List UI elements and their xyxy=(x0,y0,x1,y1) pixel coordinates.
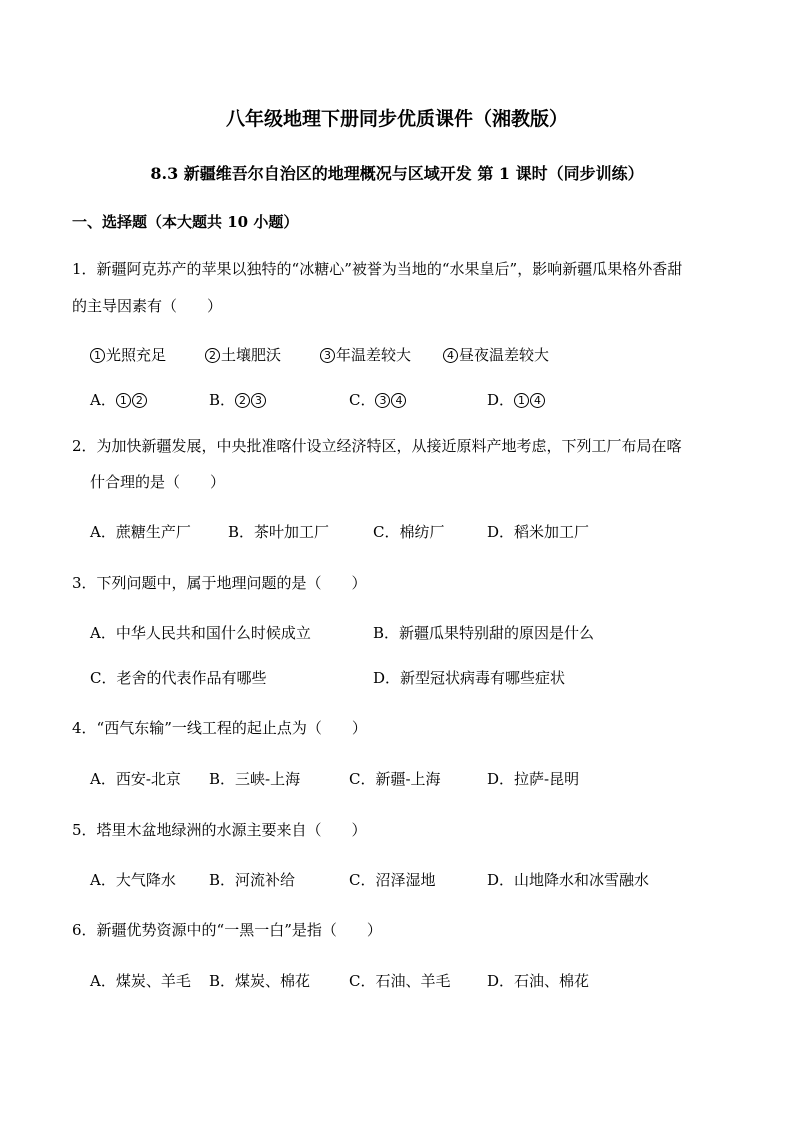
question-3-stem: 3．下列问题中，属于地理问题的是（ ） xyxy=(72,574,367,592)
question-4-option-d[interactable]: D．拉萨-昆明 xyxy=(487,770,580,788)
circled-number: 3 xyxy=(251,393,266,408)
question-2-option-a[interactable]: A．蔗糖生产厂 xyxy=(90,523,191,541)
question-1-item-3: 3 年温差较大 xyxy=(320,345,411,365)
question-1-stem-line2: 的主导因素有（ ） xyxy=(72,297,223,315)
question-2-stem-line1: 2．为加快新疆发展，中央批准喀什设立经济特区，从接近原料产地考虑，下列工厂布局在喀 xyxy=(72,437,682,455)
question-6-stem: 6．新疆优势资源中的“一黑一白”是指（ ） xyxy=(72,921,382,939)
question-5-option-d[interactable]: D．山地降水和冰雪融水 xyxy=(487,871,650,889)
question-1-item-4: 4 昼夜温差较大 xyxy=(443,345,549,365)
circled-number: 2 xyxy=(235,393,250,408)
question-2-option-c[interactable]: C．棉纺厂 xyxy=(373,523,445,541)
question-3-option-c[interactable]: C．老舍的代表作品有哪些 xyxy=(90,669,267,687)
circled-number: 4 xyxy=(391,393,406,408)
section-heading: 一、选择题（本大题共 10 小题） xyxy=(72,213,299,231)
question-1-item-2: 2 土壤肥沃 xyxy=(205,345,281,365)
circled-number: 1 xyxy=(116,393,131,408)
question-1-option-c[interactable]: C． 3 4 xyxy=(349,390,407,410)
question-1-option-d[interactable]: D． 1 4 xyxy=(487,390,546,410)
question-4-stem: 4．“西气东输”一线工程的起止点为（ ） xyxy=(72,719,367,737)
question-6-option-c[interactable]: C．石油、羊毛 xyxy=(349,972,451,990)
question-3-option-d[interactable]: D．新型冠状病毒有哪些症状 xyxy=(373,669,566,687)
question-3-option-b[interactable]: B．新疆瓜果特别甜的原因是什么 xyxy=(373,624,595,642)
question-1-option-a[interactable]: A． 1 2 xyxy=(90,390,148,410)
lesson-subtitle: 8.3 新疆维吾尔自治区的地理概况与区域开发 第 1 课时（同步训练） xyxy=(150,164,644,183)
circled-number: 4 xyxy=(443,348,458,363)
question-2-stem-line2: 什合理的是（ ） xyxy=(90,473,226,491)
question-3-option-a[interactable]: A．中华人民共和国什么时候成立 xyxy=(90,624,311,642)
question-4-option-c[interactable]: C．新疆-上海 xyxy=(349,770,441,788)
question-1-stem-line1: 1．新疆阿克苏产的苹果以独特的“冰糖心”被誉为当地的“水果皇后”，影响新疆瓜果格外香甜 xyxy=(72,260,683,278)
question-6-option-b[interactable]: B．煤炭、棉花 xyxy=(209,972,311,990)
question-4-option-a[interactable]: A．西安-北京 xyxy=(90,770,181,788)
circled-number: 3 xyxy=(320,348,335,363)
circled-number: 3 xyxy=(375,393,390,408)
question-6-option-a[interactable]: A．煤炭、羊毛 xyxy=(90,972,191,990)
page-title: 八年级地理下册同步优质课件（湘教版） xyxy=(225,108,568,130)
circled-number: 4 xyxy=(530,393,545,408)
question-2-option-b[interactable]: B．茶叶加工厂 xyxy=(228,523,330,541)
question-6-option-d[interactable]: D．石油、棉花 xyxy=(487,972,590,990)
circled-number: 2 xyxy=(132,393,147,408)
circled-number: 1 xyxy=(514,393,529,408)
circled-number: 1 xyxy=(90,348,105,363)
question-1-item-1: 1 光照充足 xyxy=(90,345,166,365)
question-5-stem: 5．塔里木盆地绿洲的水源主要来自（ ） xyxy=(72,821,367,839)
question-5-option-b[interactable]: B．河流补给 xyxy=(209,871,296,889)
circled-number: 2 xyxy=(205,348,220,363)
question-4-option-b[interactable]: B．三峡-上海 xyxy=(209,770,301,788)
question-2-option-d[interactable]: D．稻米加工厂 xyxy=(487,523,590,541)
question-5-option-c[interactable]: C．沼泽湿地 xyxy=(349,871,436,889)
question-1-option-b[interactable]: B． 2 3 xyxy=(209,390,267,410)
question-5-option-a[interactable]: A．大气降水 xyxy=(90,871,176,889)
